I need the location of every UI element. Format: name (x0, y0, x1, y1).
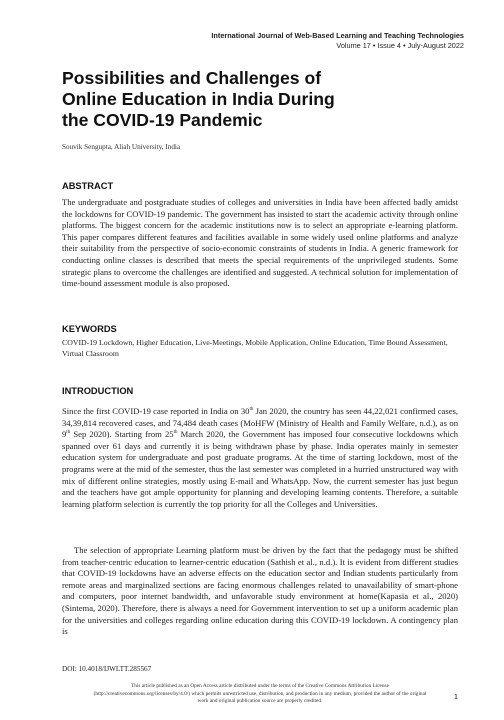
introduction-paragraph-2: The selection of appropriate Learning platform must be driven by the fact that the pedagogy must be shifted from teacher-centric education to learner-centric education (Sathish et al., n.d.). It is evident from different studies that COVID-19 lockdowns have an adverse effects on the education sector and Indian students particularly from remote areas and marginalized sections are facing enormous challenges related to unavailability of smart-phone and computers, poor internet bandwidth, and unfavorable study environment at home(Kapasia et al., 2020)(Sintema, 2020). Therefore, there is always a need for Government intervention to set up a uniform academic plan for the universities and colleges regarding online education during this COVID-19 lockdown. A contingency plan is (62, 545, 458, 637)
doi-line: DOI: 10.4018/IJWLTT.285567 (62, 665, 152, 673)
abstract-heading: ABSTRACT (62, 181, 114, 191)
journal-issue: Volume 17 • Issue 4 • July-August 2022 (336, 41, 464, 50)
keywords-heading: KEYWORDS (62, 324, 117, 334)
introduction-heading: INTRODUCTION (62, 386, 134, 396)
page-number: 1 (453, 692, 458, 701)
introduction-paragraph-1: Since the first COVID-19 case reported in India on 30th Jan 2020, the country has seen 44,22,021 confirmed cases, 34,39,814 recovered cases, and 74,484 death cases (MoHFW (Ministry of Health and Family Welfare, n.d.), as on 9th Sep 2020). Starting from 25th March 2020, the Government has imposed four consecutive lockdowns which spanned over 61 days and currently it is being withdrawn phase by phase. India operates mainly in semester education system for undergraduate and post graduate programs. At the time of starting lockdown, most of the programs were at the mid of the semester, thus the last semester was completed in a hurried unstructured way with mix of different online strategies, mostly using E-mail and WhatsApp. Now, the current semester has just begun and the teachers have got ample opportunity for planning and developing learning contents. Therefore, a suitable learning platform selection is currently the top priority for all the Colleges and Universities. (62, 406, 459, 509)
article-title-line-3: the COVID-19 Pandemic (62, 110, 263, 130)
journal-name: International Journal of Web-Based Learning and Teaching Technologies (211, 31, 464, 40)
license-note: This article published as an Open Access article distributed under the terms of the Creative Commons Attribution License (http://creativecommons.org/licenses/by/4.0/) which permits unrestricted use, distribution, and production in any medium, provided the author of the original work and original publication source are properly credited. (93, 683, 427, 704)
article-title-line-2: Online Education in India During (62, 89, 335, 109)
article-title (62, 68, 462, 131)
journal-header (211, 31, 464, 51)
article-title-line-1: Possibilities and Challenges of (62, 68, 322, 88)
keywords-text: COVID-19 Lockdown, Higher Education, Live-Meetings, Mobile Application, Online Education, Time Bound Assessment, Virtual Classroom (62, 338, 448, 358)
abstract-text: The undergraduate and postgraduate studies of colleges and universities in India have been affected badly amidst the lockdowns for COVID-19 pandemic. The government has insisted to start the academic activity through online platforms. The biggest concern for the academic institutions now is to select an appropriate e-learning platform. This paper compares different features and facilities available in some widely used online platforms and analyze their suitability from the perspective of socio-economic constraints of students in India. A generic framework for conducting online classes is described that meets the special requirements of the unprivileged students. Some strategic plans to overcome the challenges are identified and suggested. A technical solution for implementation of time-bound assessment module is also proposed. (62, 197, 458, 289)
author-line: Souvik Sengupta, Aliah University, India (62, 143, 181, 151)
